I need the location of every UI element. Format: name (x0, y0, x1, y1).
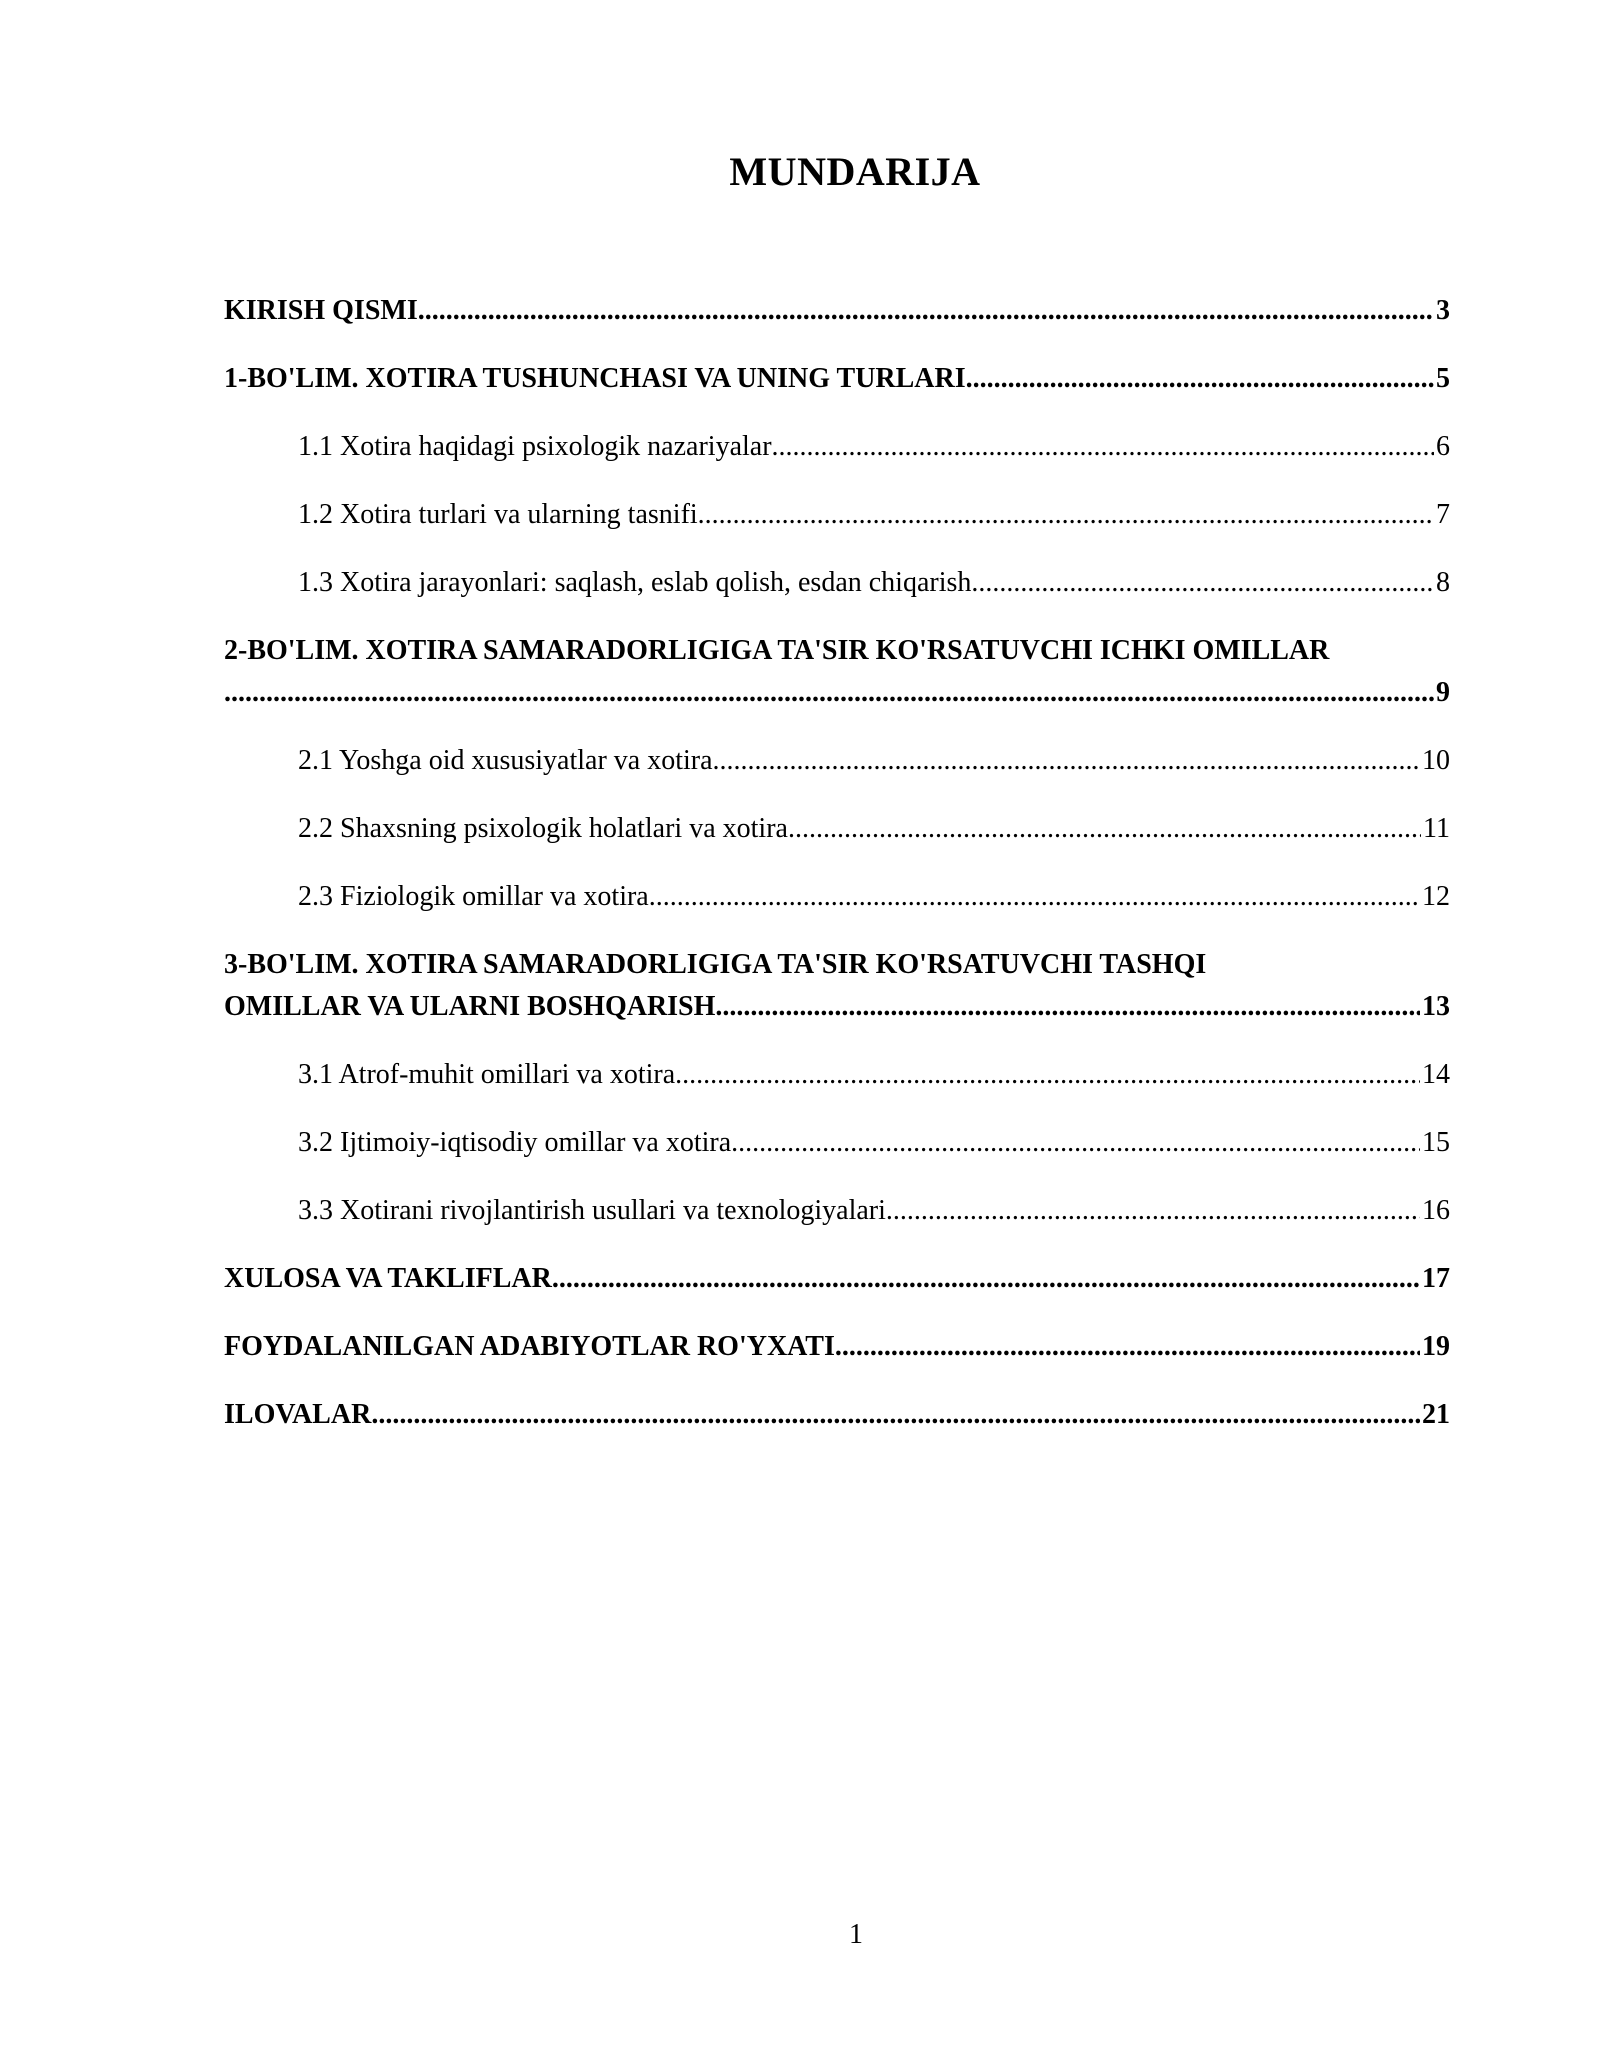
toc-entry-label: 2.1 Yoshga oid xususiyatlar va xotira (298, 745, 713, 776)
toc-entry-label: 3.3 Xotirani rivojlantirish usullari va texnologiyalari (298, 1195, 886, 1226)
dot-leader (675, 1054, 1420, 1096)
toc-page-number: 9 (1436, 677, 1450, 708)
table-of-contents (224, 290, 1450, 1462)
toc-page-number: 21 (1422, 1399, 1450, 1430)
toc-page-number: 8 (1436, 567, 1450, 598)
toc-page-number: 7 (1436, 499, 1450, 530)
toc-page-number: 11 (1423, 813, 1450, 844)
dot-leader (552, 1258, 1420, 1300)
toc-entry-section-3-3[interactable] (224, 1190, 1450, 1232)
toc-entry-bolim-2[interactable] (224, 630, 1450, 714)
toc-entry-label: 1-BO'LIM. XOTIRA TUSHUNCHASI VA UNING TURLARI (224, 363, 966, 394)
toc-entry-adabiyotlar[interactable] (224, 1326, 1450, 1368)
dot-leader (698, 494, 1434, 536)
toc-entry-section-1-1[interactable] (224, 426, 1450, 468)
toc-entry-label: KIRISH QISMI (224, 295, 418, 326)
toc-entry-label-line-1: 3-BO'LIM. XOTIRA SAMARADORLIGIGA TA'SIR KO'RSATUVCHI TASHQI (224, 949, 1207, 980)
toc-entry-bolim-3[interactable] (224, 944, 1450, 1028)
toc-entry-ilovalar[interactable] (224, 1394, 1450, 1436)
dot-leader (649, 876, 1420, 918)
toc-entry-label: 1.1 Xotira haqidagi psixologik nazariyalar (298, 431, 772, 462)
toc-entry-section-3-2[interactable] (224, 1122, 1450, 1164)
toc-entry-label-line-2: OMILLAR VA ULARNI BOSHQARISH (224, 991, 716, 1022)
toc-entry-section-1-3[interactable] (224, 562, 1450, 604)
dot-leader (886, 1190, 1420, 1232)
dot-leader (715, 986, 1420, 1028)
dot-leader (971, 562, 1434, 604)
toc-entry-label: XULOSA VA TAKLIFLAR (224, 1263, 552, 1294)
toc-entry-label: 2-BO'LIM. XOTIRA SAMARADORLIGIGA TA'SIR KO'RSATUVCHI ICHKI OMILLAR (224, 635, 1330, 666)
dot-leader (418, 290, 1434, 332)
toc-page-number: 15 (1422, 1127, 1450, 1158)
toc-entry-label: 1.2 Xotira turlari va ularning tasnifi (298, 499, 698, 530)
toc-page-number: 16 (1422, 1195, 1450, 1226)
toc-entry-label: 2.2 Shaxsning psixologik holatlari va xotira (298, 813, 788, 844)
toc-entry-label: ILOVALAR (224, 1399, 372, 1430)
dot-leader (224, 672, 1434, 714)
dot-leader (731, 1122, 1420, 1164)
dot-leader (966, 358, 1434, 400)
toc-page-number: 12 (1422, 881, 1450, 912)
toc-entry-xulosa[interactable] (224, 1258, 1450, 1300)
toc-entry-kirish[interactable] (224, 290, 1450, 332)
page-title: MUNDARIJA (729, 149, 981, 194)
toc-page-number: 3 (1436, 295, 1450, 326)
toc-entry-section-2-3[interactable] (224, 876, 1450, 918)
toc-page-number: 17 (1422, 1263, 1450, 1294)
dot-leader (835, 1326, 1420, 1368)
toc-page-number: 10 (1422, 745, 1450, 776)
dot-leader (713, 740, 1420, 782)
dot-leader (788, 808, 1421, 850)
toc-page-number: 14 (1422, 1059, 1450, 1090)
toc-entry-bolim-1[interactable] (224, 358, 1450, 400)
dot-leader (371, 1394, 1420, 1436)
toc-entry-label: 2.3 Fiziologik omillar va xotira (298, 881, 649, 912)
toc-entry-section-2-1[interactable] (224, 740, 1450, 782)
toc-entry-label: 3.2 Ijtimoiy-iqtisodiy omillar va xotira (298, 1127, 732, 1158)
toc-page-number: 13 (1422, 991, 1450, 1022)
toc-page-number: 6 (1436, 431, 1450, 462)
toc-entry-label: 3.1 Atrof-muhit omillari va xotira (298, 1059, 676, 1090)
toc-entry-section-1-2[interactable] (224, 494, 1450, 536)
toc-entry-label: 1.3 Xotira jarayonlari: saqlash, eslab qolish, esdan chiqarish (298, 567, 972, 598)
toc-entry-label: FOYDALANILGAN ADABIYOTLAR RO'YXATI (224, 1331, 835, 1362)
toc-page-number: 5 (1436, 363, 1450, 394)
toc-entry-section-3-1[interactable] (224, 1054, 1450, 1096)
toc-entry-section-2-2[interactable] (224, 808, 1450, 850)
page-footer-number: 1 (849, 1919, 863, 1950)
dot-leader (772, 426, 1434, 468)
toc-page-number: 19 (1422, 1331, 1450, 1362)
